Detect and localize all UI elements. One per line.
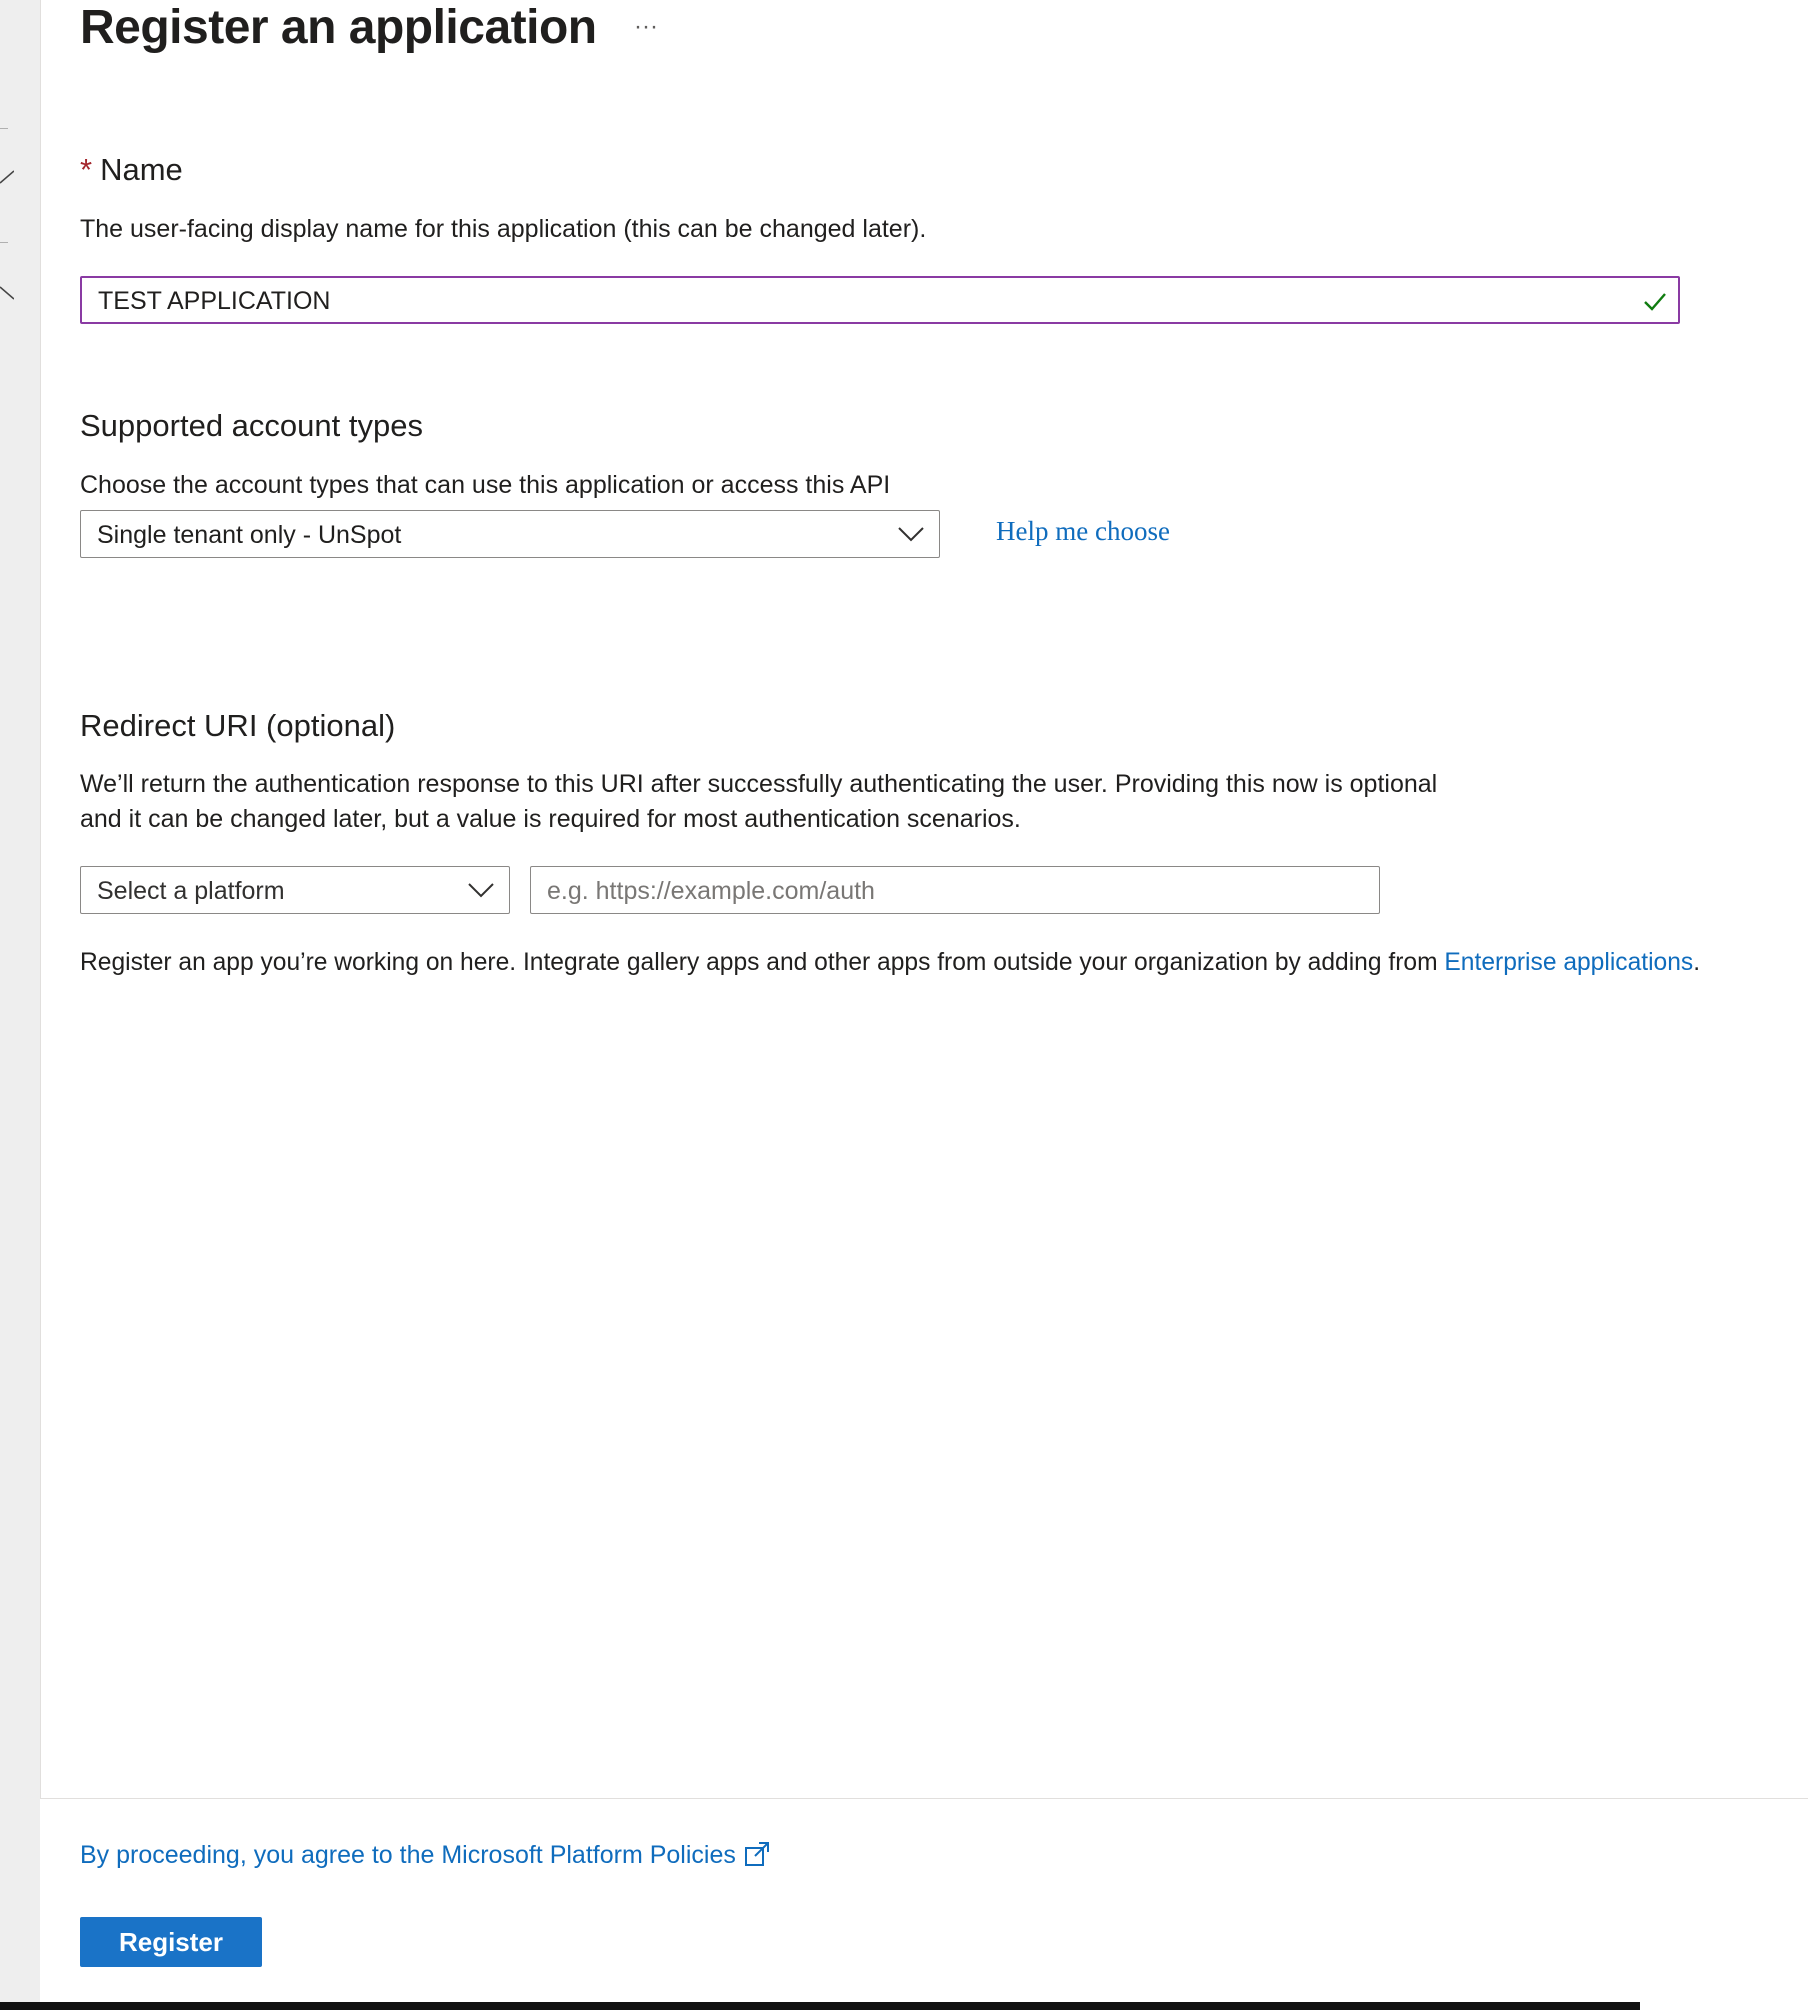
required-marker: * [80,152,93,187]
platform-policies-link[interactable] [80,1841,770,1870]
name-input-value: TEST APPLICATION [98,287,331,315]
rail-divider [0,242,8,243]
rail-divider [0,128,8,129]
footer [40,1798,1808,2010]
register-note [80,945,1700,980]
rail-edge-icon [0,170,14,184]
redirect-uri-description: We’ll return the authentication response to this URI after successfully authenticating the user. Providing this now is optional and it can be changed later, but a value is required for most authentication scenarios. [80,770,1438,833]
account-types-title: Supported account types [80,408,423,443]
bottom-bar [0,2002,1640,2010]
enterprise-applications-link[interactable]: Enterprise applications [1444,949,1694,976]
left-rail [0,0,41,2010]
rail-edge-icon [0,286,14,300]
register-note-suffix: . [1693,949,1701,976]
redirect-uri-input[interactable] [530,866,1380,914]
more-options-button[interactable]: ··· [634,13,658,40]
chevron-down-icon [897,523,925,545]
chevron-down-icon [467,879,495,901]
register-note-text: Register an app you’re working on here. Integrate gallery apps and other apps from outside your organization by adding from [80,949,1438,976]
redirect-uri-placeholder: e.g. https://example.com/auth [547,877,875,905]
platform-policies-label: By proceeding, you agree to the Microsoft Platform Policies [80,1841,736,1869]
name-label: Name [100,152,183,187]
help-me-choose-link[interactable]: Help me choose [996,516,1170,546]
name-description: The user-facing display name for this application (this can be changed later). [80,215,927,243]
external-link-icon [744,1841,770,1867]
name-section-title [80,152,183,188]
account-type-dropdown[interactable] [80,510,940,558]
platform-selected: Select a platform [97,877,285,905]
name-input[interactable] [80,276,1680,324]
checkmark-icon [1642,288,1668,314]
account-types-description: Choose the account types that can use this application or access this API [80,471,891,499]
account-type-selected: Single tenant only - UnSpot [97,521,402,549]
platform-dropdown[interactable] [80,866,510,914]
register-button[interactable]: Register [80,1917,262,1967]
page-title: Register an application [80,1,597,54]
redirect-uri-title: Redirect URI (optional) [80,708,396,743]
